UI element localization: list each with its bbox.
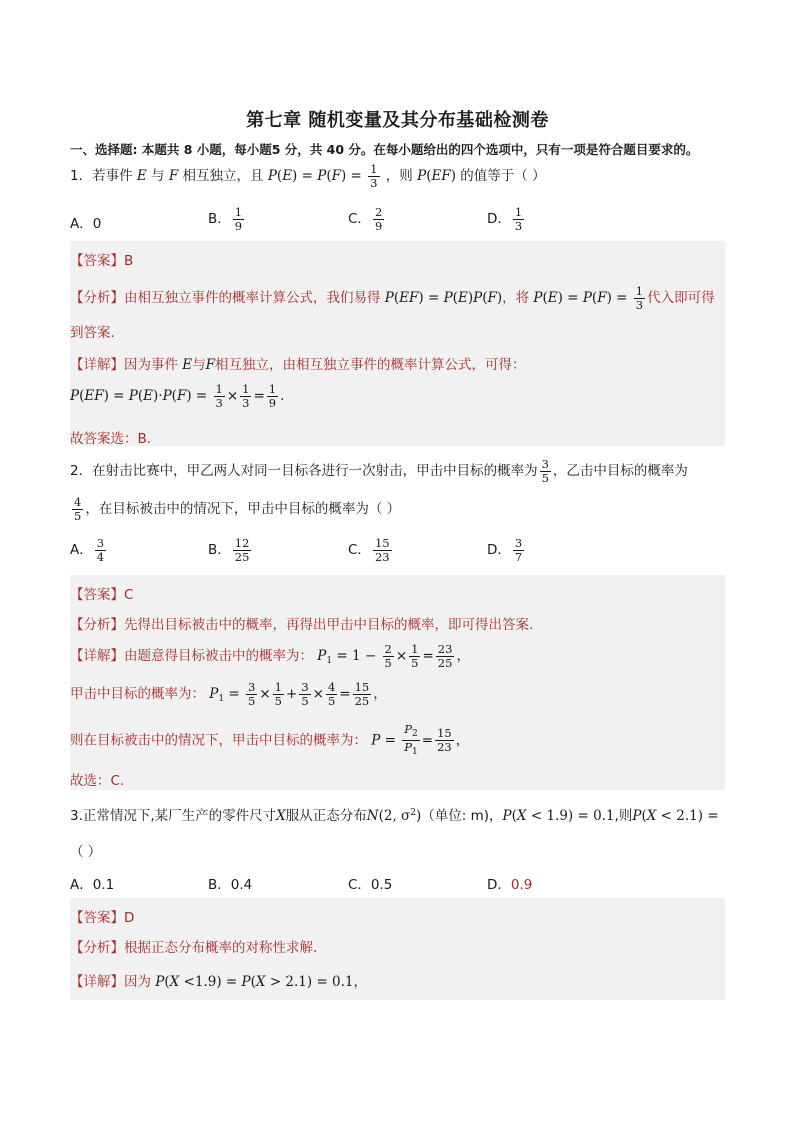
question-3-stem: 3.正常情况下,某厂生产的零件尺寸X服从正态分布N(2, $\sigma^2$)（单位: m)，P(X < 1.9) = 0.1,则P(X < 2.1) =: [70, 808, 719, 824]
detail-line: 【详解】因为事件 E与F相互独立，由相互独立事件的概率计算公式，可得：: [70, 357, 526, 373]
option-c: C．0.5: [348, 877, 393, 893]
solution-panel-2: [70, 575, 725, 790]
solution-panel-3: [70, 898, 725, 1000]
section-heading: 一、选择题: 本题共 8 小题，每小题5 分，共 40 分。在每小题给出的四个选项中，只有一项是符合题目要求的。: [70, 142, 699, 157]
question-2-stem: 2．在射击比赛中，甲乙两人对同一目标各进行一次射击，甲击中目标的概率为 $\frac{3}{5}$ ，乙击中目标的概率为: [70, 457, 688, 485]
page-title: 第七章 随机变量及其分布基础检测卷: [246, 110, 549, 131]
analysis-line: 【分析】先得出目标被击中的概率，再得出甲击中目标的概率，即可得出答案.: [70, 617, 534, 633]
option-d: D． $\frac{3}{7}$: [487, 536, 523, 564]
answer-line: 【答案】C: [70, 587, 134, 603]
option-d: D． $\frac{1}{3}$: [487, 205, 523, 233]
final-answer: 故答案选：B.: [70, 431, 152, 447]
option-a: A． $\frac{3}{4}$: [70, 536, 105, 564]
detail-line: 【详解】因为 P(X <1.9) = P(X > 2.1) = 0.1，: [70, 974, 368, 990]
analysis-line: 【分析】由相互独立事件的概率计算公式，我们易得 P(EF) = P(E)P(F)，将 P(E) = P(F) = $\frac{1}{3}$ 代入即可得: [70, 284, 715, 312]
option-d: D．0.9: [487, 877, 533, 893]
option-b: B． $\frac{12}{25}$: [208, 536, 250, 564]
option-b: B．0.4: [208, 877, 253, 893]
final-answer: 故选：C.: [70, 773, 125, 789]
analysis-continued: 到答案.: [70, 325, 115, 341]
question-2-stem-continued: $\frac{4}{5}$ ，在目标被击中的情况下，甲击中目标的概率为（ ）: [74, 495, 401, 523]
option-c: C． $\frac{15}{23}$: [348, 536, 390, 564]
answer-line: 【答案】B: [70, 253, 134, 269]
option-b: B． $\frac{1}{9}$: [208, 205, 243, 233]
detail-line: 【详解】由题意得目标被击中的概率为： $P_1 = 1$ − $\frac{2}{5}$ × $\frac{1}{5}$ = $\frac{23}{25}$ ，: [70, 642, 470, 670]
detail-line-2: 甲击中目标的概率为： $P_1$ = $\frac{3}{5}$ × $\frac{1}{5}$ + $\frac{3}{5}$ × $\frac{4}{5}$ = $\frac{15}{25}$ ，: [70, 680, 387, 708]
solution-panel-1: [70, 241, 725, 446]
analysis-line: 【分析】根据正态分布概率的对称性求解.: [70, 940, 318, 956]
question-3-stem-continued: （ ）: [70, 844, 102, 860]
answer-line: 【答案】D: [70, 910, 135, 926]
option-a: A．0.1: [70, 877, 115, 893]
question-1-stem: 1．若事件 E 与 F 相互独立，且 P(E) = P(F) = $\frac{1}{3}$ ，则 P(EF) 的值等于（ ）: [70, 162, 546, 190]
detail-line-3: 则在目标被击中的情况下，甲击中目标的概率为： P = $\frac{P_2}{P_1}$ = $\frac{15}{23}$ ，: [70, 722, 470, 757]
option-c: C． $\frac{2}{9}$: [348, 205, 383, 233]
option-a: A．0: [70, 216, 102, 232]
formula: P(E) = P(F) =: [267, 168, 367, 185]
detail-formula: P(EF) = P(E)·P(F) = $\frac{1}{3}$ × $\frac{1}{3}$ = $\frac{1}{9}$ .: [70, 382, 285, 410]
